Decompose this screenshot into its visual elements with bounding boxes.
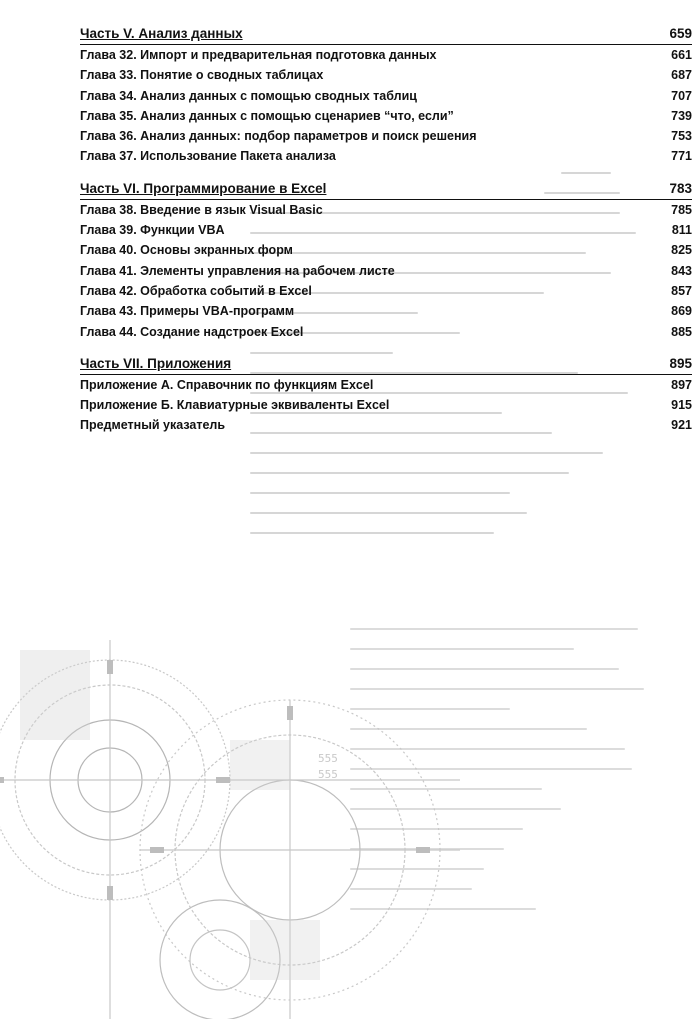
entry-page-number: 885	[671, 324, 692, 339]
entry-page-number: 897	[671, 377, 692, 392]
part-heading[interactable]	[80, 24, 692, 45]
entry-page-number: 687	[671, 68, 692, 83]
toc-entry[interactable]	[80, 395, 692, 415]
toc-entry[interactable]	[80, 86, 692, 106]
toc-entry[interactable]	[80, 200, 692, 220]
toc-entry[interactable]	[80, 301, 692, 321]
part-page-number: 783	[669, 180, 692, 196]
part-title: Часть VI. Программирование в Excel	[80, 180, 327, 196]
entry-title: Глава 44. Создание надстроек Excel	[80, 324, 304, 339]
entry-title: Глава 38. Введение в язык Visual Basic	[80, 202, 323, 217]
entry-title: Глава 40. Основы экранных форм	[80, 243, 293, 258]
entry-title: Глава 33. Понятие о сводных таблицах	[80, 68, 324, 83]
entry-page-number: 843	[671, 263, 692, 278]
entry-title: Глава 41. Элементы управления на рабочем листе	[80, 263, 395, 278]
part-title: Часть V. Анализ данных	[80, 26, 243, 41]
entry-page-number: 785	[671, 202, 692, 217]
entry-page-number: 739	[671, 108, 692, 123]
entry-title: Глава 35. Анализ данных с помощью сценариев “что, если”	[80, 108, 454, 123]
svg-text:555: 555	[318, 752, 338, 765]
toc-part	[80, 24, 692, 167]
toc-entry[interactable]	[80, 415, 692, 435]
part-page-number: 895	[669, 355, 692, 371]
toc-entry[interactable]	[80, 126, 692, 146]
entry-page-number: 869	[671, 304, 692, 319]
toc-entry[interactable]	[80, 65, 692, 85]
entry-title: Приложение А. Справочник по функциям Excel	[80, 377, 374, 392]
svg-text:555: 555	[318, 768, 338, 781]
toc-entry[interactable]	[80, 375, 692, 395]
entry-title: Глава 43. Примеры VBA-программ	[80, 304, 295, 319]
entry-title: Глава 32. Импорт и предварительная подготовка данных	[80, 48, 437, 62]
entry-title: Предметный указатель	[80, 418, 226, 433]
part-heading[interactable]	[80, 179, 692, 200]
toc-entry[interactable]	[80, 281, 692, 301]
toc-entry[interactable]	[80, 240, 692, 260]
toc-entry[interactable]	[80, 322, 692, 342]
entry-page-number: 825	[671, 243, 692, 258]
toc-entry[interactable]	[80, 45, 692, 65]
entry-page-number: 707	[671, 88, 692, 103]
toc-entry[interactable]	[80, 220, 692, 240]
entry-page-number: 811	[671, 223, 692, 238]
part-heading[interactable]	[80, 354, 692, 375]
entry-title: Глава 34. Анализ данных с помощью сводных таблиц	[80, 88, 417, 103]
entry-page-number: 857	[671, 283, 692, 298]
gears-illustration	[0, 640, 460, 1019]
entry-title: Глава 42. Обработка событий в Excel	[80, 283, 312, 298]
toc-part	[80, 354, 692, 436]
entry-page-number: 915	[671, 398, 692, 413]
table-of-contents	[80, 24, 692, 448]
toc-entry[interactable]	[80, 146, 692, 166]
toc-entry[interactable]	[80, 106, 692, 126]
toc-entry[interactable]	[80, 261, 692, 281]
entry-title: Глава 36. Анализ данных: подбор параметров и поиск решения	[80, 129, 477, 144]
entry-title: Приложение Б. Клавиатурные эквиваленты Excel	[80, 398, 390, 413]
entry-page-number: 771	[671, 149, 692, 164]
part-title: Часть VII. Приложения	[80, 355, 232, 371]
toc-part	[80, 179, 692, 342]
entry-page-number: 661	[671, 48, 692, 62]
entry-title: Глава 39. Функции VBA	[80, 223, 225, 238]
entry-title: Глава 37. Использование Пакета анализа	[80, 149, 336, 164]
entry-page-number: 921	[671, 418, 692, 433]
part-page-number: 659	[669, 26, 692, 41]
entry-page-number: 753	[671, 129, 692, 144]
